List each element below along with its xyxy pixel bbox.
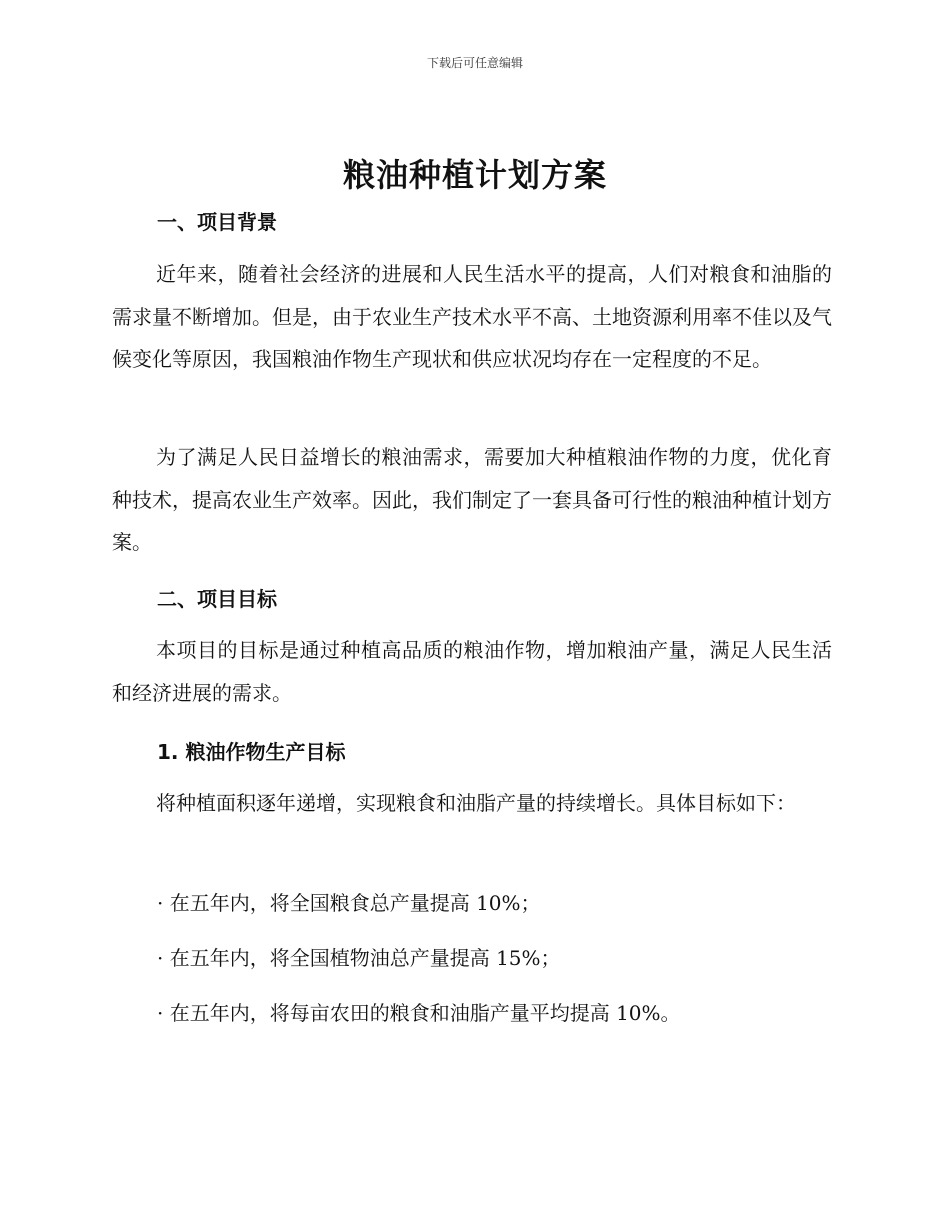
section-heading-background: 一、项目背景 <box>157 210 277 234</box>
goal-bullet-oil: · 在五年内，将全国植物油总产量提高 15%； <box>157 946 561 970</box>
subsection-heading-production-goals: 1. 粮油作物生产目标 <box>157 740 346 764</box>
goal-bullet-per-mu: · 在五年内，将每亩农田的粮食和油脂产量平均提高 10%。 <box>157 1001 681 1025</box>
document-title: 粮油种植计划方案 <box>342 156 607 194</box>
goal-bullet-grain: · 在五年内，将全国粮食总产量提高 10%； <box>157 891 541 915</box>
header-note: 下载后可任意编辑 <box>426 56 523 70</box>
section-heading-goals: 二、项目目标 <box>157 587 277 611</box>
production-goals-paragraph: 将种植面积逐年递增，实现粮食和油脂产量的持续增长。具体目标如下： <box>156 791 796 815</box>
goals-paragraph: 本项目的目标是通过种植高品质的粮油作物，增加粮油产量，满足人民生活和经济进展的需求。 <box>112 638 832 705</box>
background-paragraph-1: 近年来，随着社会经济的进展和人民生活水平的提高，人们对粮食和油脂的需求量不断增加。但是，由于农业生产技术水平不高、土地资源利用率不佳以及气候变化等原因，我国粮油作物生产现状和供应状况均存在一定程度的不足。 <box>112 262 832 371</box>
background-paragraph-2: 为了满足人民日益增长的粮油需求，需要加大种植粮油作物的力度，优化育种技术，提高农业生产效率。因此，我们制定了一套具备可行性的粮油种植计划方案。 <box>112 445 832 554</box>
